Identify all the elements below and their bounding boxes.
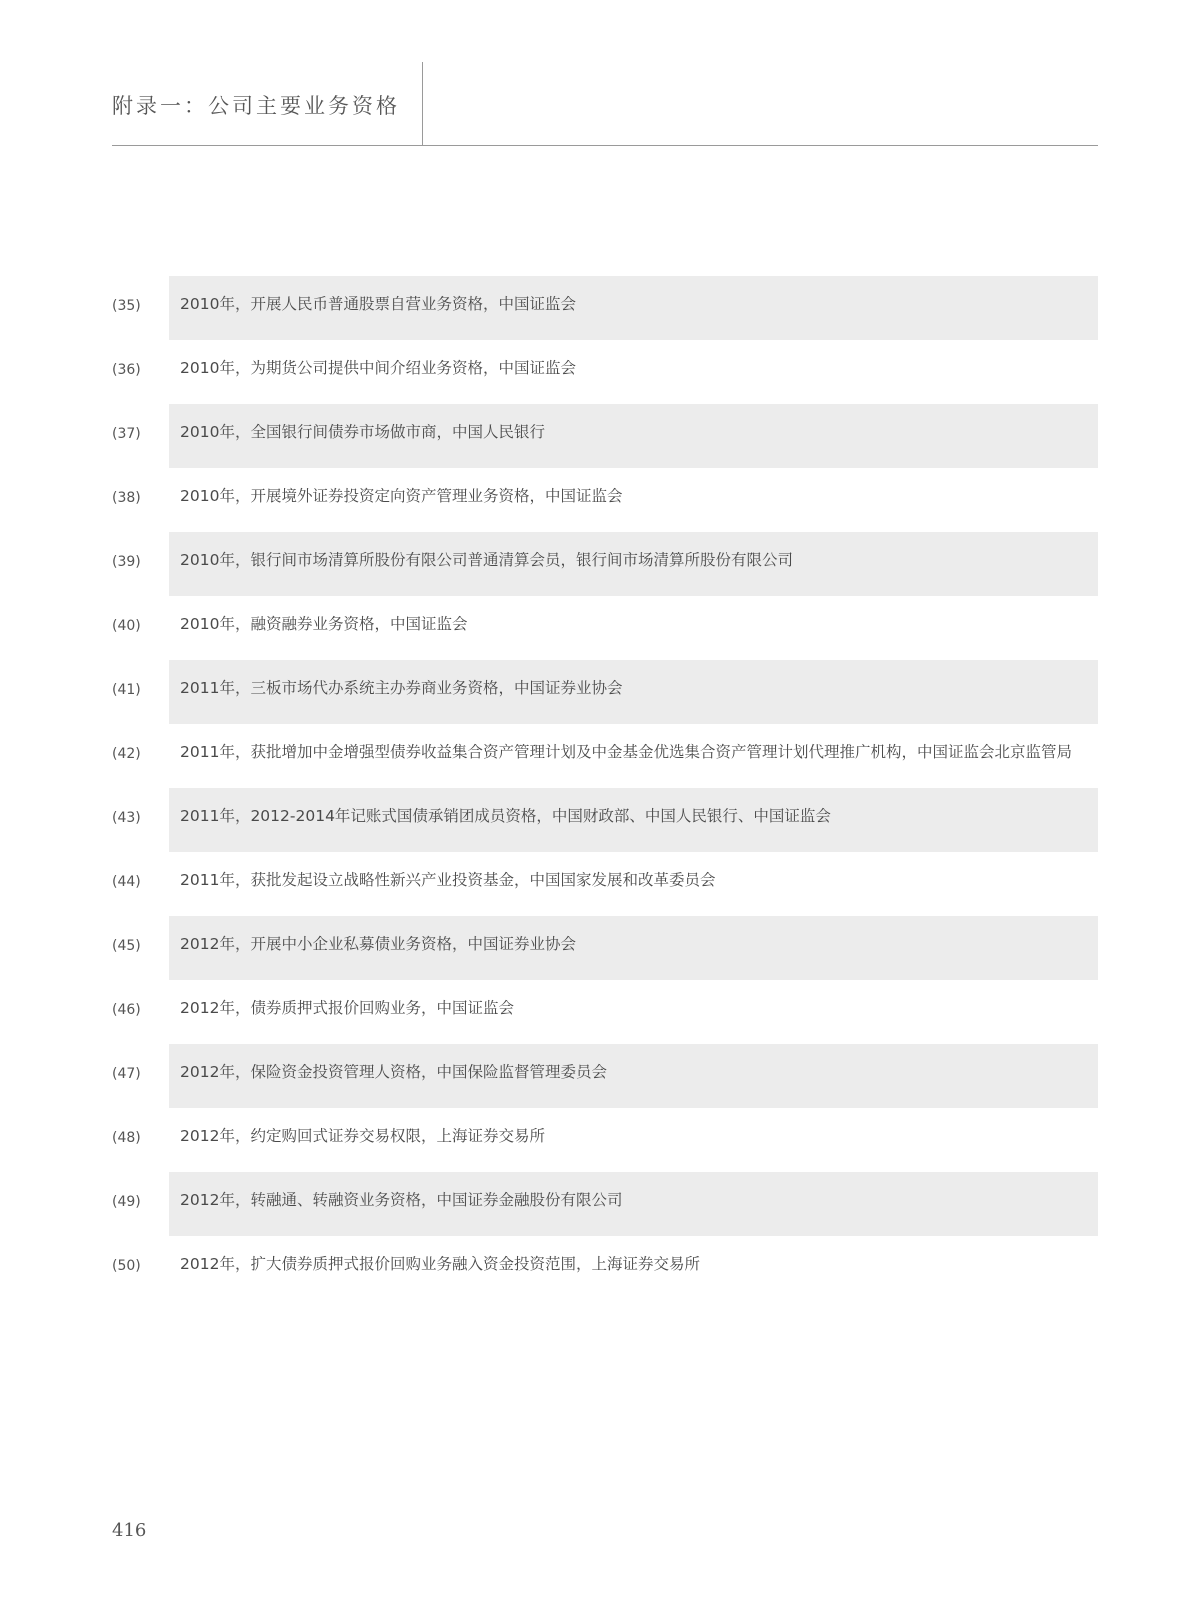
list-item [112,793,1098,857]
item-number: (44) [112,874,141,890]
list-item [112,281,1098,345]
list-item [112,1049,1098,1113]
page-title: 附录一：公司主要业务资格 [112,94,400,118]
item-number: (39) [112,554,141,570]
item-number: (50) [112,1258,141,1274]
list-item [112,345,1098,409]
item-number: (38) [112,490,141,506]
item-number: (42) [112,746,141,762]
item-text: 2010年，为期货公司提供中间介绍业务资格，中国证监会 [180,359,576,377]
list-item [112,1113,1098,1177]
item-number: (49) [112,1194,141,1210]
item-text: 2011年，2012-2014年记账式国债承销团成员资格，中国财政部、中国人民银行、中国证监会 [169,788,1098,852]
item-number: (48) [112,1130,141,1146]
page-number: 416 [112,1520,147,1541]
qualification-list [112,281,1098,1305]
item-text: 2012年，扩大债券质押式报价回购业务融入资金投资范围，上海证券交易所 [180,1255,700,1273]
item-number: (43) [112,810,141,826]
item-text: 2011年，获批发起设立战略性新兴产业投资基金，中国国家发展和改革委员会 [180,871,716,889]
item-text: 2012年，债券质押式报价回购业务，中国证监会 [180,999,514,1017]
list-item [112,1241,1098,1305]
header-divider-vertical [422,62,423,145]
item-number: (47) [112,1066,141,1082]
item-text: 2010年，开展人民币普通股票自营业务资格，中国证监会 [169,276,1098,340]
item-text: 2010年，全国银行间债券市场做市商，中国人民银行 [169,404,1098,468]
item-text: 2012年，约定购回式证券交易权限，上海证券交易所 [180,1127,545,1145]
item-text: 2010年，银行间市场清算所股份有限公司普通清算会员，银行间市场清算所股份有限公司 [169,532,1098,596]
list-item [112,601,1098,665]
item-number: (40) [112,618,141,634]
item-number: (35) [112,298,141,314]
item-text: 2012年，转融通、转融资业务资格，中国证券金融股份有限公司 [169,1172,1098,1236]
list-item [112,857,1098,921]
list-item [112,665,1098,729]
item-text: 2012年，开展中小企业私募债业务资格，中国证券业协会 [169,916,1098,980]
item-number: (46) [112,1002,141,1018]
list-item [112,409,1098,473]
item-number: (37) [112,426,141,442]
item-text: 2011年，获批增加中金增强型债券收益集合资产管理计划及中金基金优选集合资产管理计划代理推广机构，中国证监会北京监管局 [180,743,1072,761]
header-divider-horizontal [112,145,1098,146]
item-number: (36) [112,362,141,378]
item-text: 2012年，保险资金投资管理人资格，中国保险监督管理委员会 [169,1044,1098,1108]
list-item [112,921,1098,985]
item-text: 2010年，开展境外证券投资定向资产管理业务资格，中国证监会 [180,487,623,505]
item-number: (41) [112,682,141,698]
list-item [112,473,1098,537]
list-item [112,537,1098,601]
item-number: (45) [112,938,141,954]
list-item [112,729,1098,793]
list-item [112,1177,1098,1241]
item-text: 2010年，融资融券业务资格，中国证监会 [180,615,468,633]
list-item [112,985,1098,1049]
item-text: 2011年，三板市场代办系统主办券商业务资格，中国证券业协会 [169,660,1098,724]
